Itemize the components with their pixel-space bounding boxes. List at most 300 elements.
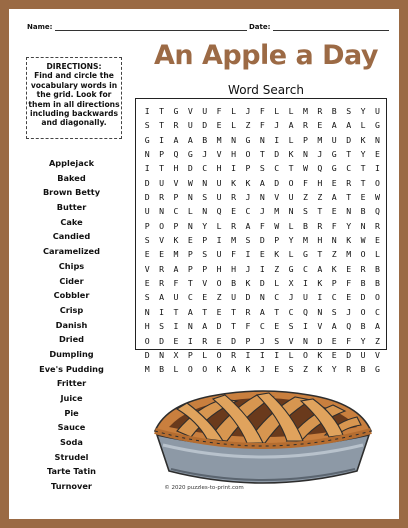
grid-letter[interactable]: Y [288,235,294,246]
grid-letter[interactable]: L [173,364,179,375]
grid-letter[interactable]: T [288,163,294,174]
grid-letter[interactable]: W [303,163,308,174]
grid-letter[interactable]: S [245,235,251,246]
grid-letter[interactable]: M [317,134,323,145]
grid-letter[interactable]: U [331,134,337,145]
grid-letter[interactable]: E [159,249,165,260]
grid-letter[interactable]: J [259,206,265,217]
grid-letter[interactable]: M [346,249,352,260]
grid-letter[interactable]: D [259,235,265,246]
grid-letter[interactable]: R [159,192,165,203]
grid-letter[interactable]: S [202,192,208,203]
grid-letter[interactable]: L [187,206,193,217]
grid-letter[interactable]: J [274,120,280,131]
grid-letter[interactable]: A [245,220,251,231]
grid-letter[interactable]: A [317,263,323,274]
grid-letter[interactable]: Q [346,321,352,332]
grid-letter[interactable]: L [288,349,294,360]
grid-letter[interactable]: B [303,220,308,231]
grid-letter[interactable]: Z [317,192,323,203]
grid-letter[interactable]: T [159,106,165,116]
grid-letter[interactable]: E [216,120,222,131]
grid-letter[interactable]: S [144,292,150,303]
grid-letter[interactable]: M [274,206,280,217]
grid-letter[interactable]: L [288,134,294,145]
grid-letter[interactable]: W [374,192,380,203]
grid-letter[interactable]: V [202,278,208,289]
grid-letter[interactable]: S [288,364,294,375]
grid-letter[interactable]: E [187,235,193,246]
grid-letter[interactable]: A [187,134,193,145]
grid-letter[interactable]: Z [303,364,308,375]
grid-letter[interactable]: A [187,306,193,317]
grid-letter[interactable]: T [259,149,265,160]
grid-letter[interactable]: N [374,134,380,145]
grid-letter[interactable]: I [245,349,251,360]
grid-letter[interactable]: Z [216,292,222,303]
grid-letter[interactable]: P [202,235,208,246]
grid-letter[interactable]: G [288,263,294,274]
grid-letter[interactable]: V [317,321,323,332]
grid-letter[interactable]: Z [274,263,280,274]
grid-letter[interactable]: R [303,120,308,131]
grid-letter[interactable]: G [374,120,380,131]
grid-letter[interactable]: W [274,220,280,231]
grid-letter[interactable]: Y [346,220,352,231]
grid-letter[interactable]: A [288,120,294,131]
grid-letter[interactable]: I [216,235,222,246]
grid-letter[interactable]: E [331,177,337,188]
grid-letter[interactable]: K [331,263,337,274]
grid-letter[interactable]: O [216,349,222,360]
grid-letter[interactable]: K [216,364,222,375]
grid-letter[interactable]: S [274,335,280,346]
grid-letter[interactable]: D [202,120,208,131]
grid-letter[interactable]: U [216,249,222,260]
grid-letter[interactable]: A [331,120,337,131]
grid-letter[interactable]: B [231,278,236,289]
grid-letter[interactable]: A [259,306,265,317]
grid-letter[interactable]: I [303,278,308,289]
grid-letter[interactable]: T [231,321,236,332]
grid-letter[interactable]: L [231,120,236,131]
grid-letter[interactable]: A [374,321,380,332]
grid-letter[interactable]: N [259,292,265,303]
grid-letter[interactable]: V [216,149,222,160]
grid-letter[interactable]: L [360,120,366,131]
grid-letter[interactable]: R [231,220,236,231]
grid-letter[interactable]: R [173,120,179,131]
grid-letter[interactable]: P [187,349,193,360]
grid-letter[interactable]: B [202,134,208,145]
grid-letter[interactable]: A [231,364,236,375]
grid-letter[interactable]: K [173,235,179,246]
grid-letter[interactable]: D [159,335,165,346]
grid-letter[interactable]: O [288,177,294,188]
grid-letter[interactable]: F [173,278,179,289]
grid-letter[interactable]: G [173,106,179,116]
grid-letter[interactable]: J [317,149,323,160]
grid-letter[interactable]: H [231,263,236,274]
grid-letter[interactable]: J [259,364,265,375]
grid-letter[interactable]: E [231,206,236,217]
grid-letter[interactable]: N [317,306,323,317]
grid-letter[interactable]: E [346,263,352,274]
grid-letter[interactable]: T [317,249,323,260]
grid-letter[interactable]: I [187,335,193,346]
grid-letter[interactable]: N [187,192,193,203]
grid-letter[interactable]: Q [173,149,179,160]
grid-letter[interactable]: I [231,163,236,174]
grid-letter[interactable]: U [231,292,236,303]
grid-letter[interactable]: B [374,263,380,274]
grid-letter[interactable]: P [159,149,165,160]
grid-letter[interactable]: X [288,278,294,289]
grid-letter[interactable]: D [317,335,323,346]
grid-letter[interactable]: F [259,120,265,131]
grid-letter[interactable]: Y [202,220,208,231]
grid-letter[interactable]: N [187,321,193,332]
grid-letter[interactable]: O [216,278,222,289]
grid-letter[interactable]: R [317,106,323,116]
grid-letter[interactable]: C [245,206,251,217]
grid-letter[interactable]: N [159,206,165,217]
grid-letter[interactable]: U [303,292,308,303]
grid-letter[interactable]: R [374,220,380,231]
grid-letter[interactable]: Z [374,335,380,346]
grid-letter[interactable]: U [202,106,208,116]
grid-letter[interactable]: B [360,206,366,217]
grid-letter[interactable]: G [245,134,251,145]
grid-letter[interactable]: S [303,206,308,217]
grid-letter[interactable]: M [303,106,308,116]
grid-letter[interactable]: T [187,278,193,289]
grid-letter[interactable]: L [274,278,280,289]
grid-letter[interactable]: L [288,220,294,231]
grid-letter[interactable]: N [144,306,150,317]
grid-letter[interactable]: U [144,206,150,217]
grid-letter[interactable]: T [274,306,280,317]
grid-letter[interactable]: I [374,163,380,174]
grid-letter[interactable]: O [360,249,366,260]
grid-letter[interactable]: R [231,192,236,203]
name-field[interactable] [27,23,247,31]
grid-letter[interactable]: J [259,335,265,346]
grid-letter[interactable]: U [288,192,294,203]
grid-letter[interactable]: K [360,134,366,145]
grid-letter[interactable]: U [374,106,380,116]
grid-letter[interactable]: L [288,106,294,116]
grid-letter[interactable]: P [245,163,251,174]
grid-letter[interactable]: F [259,220,265,231]
grid-letter[interactable]: O [245,149,251,160]
grid-letter[interactable]: N [202,177,208,188]
grid-letter[interactable]: B [360,278,366,289]
grid-letter[interactable]: A [331,192,337,203]
grid-letter[interactable]: K [274,249,280,260]
grid-letter[interactable]: J [346,306,352,317]
grid-letter[interactable]: A [202,321,208,332]
grid-letter[interactable]: I [245,249,251,260]
grid-letter[interactable]: V [173,177,179,188]
grid-letter[interactable]: E [331,349,337,360]
date-field[interactable] [249,23,389,31]
grid-letter[interactable]: D [360,292,366,303]
grid-letter[interactable]: E [317,120,323,131]
grid-letter[interactable]: H [231,149,236,160]
grid-letter[interactable]: I [144,163,150,174]
grid-letter[interactable]: I [274,134,280,145]
grid-letter[interactable]: P [274,235,280,246]
grid-letter[interactable]: N [303,149,308,160]
grid-letter[interactable]: B [360,321,366,332]
grid-letter[interactable]: U [173,292,179,303]
grid-letter[interactable]: R [159,278,165,289]
grid-letter[interactable]: X [173,349,179,360]
grid-letter[interactable]: R [360,263,366,274]
grid-letter[interactable]: M [173,249,179,260]
grid-letter[interactable]: B [374,278,380,289]
grid-letter[interactable]: P [187,263,193,274]
grid-letter[interactable]: G [144,134,150,145]
grid-letter[interactable]: L [202,349,208,360]
grid-letter[interactable]: C [202,163,208,174]
grid-letter[interactable]: P [331,278,337,289]
grid-letter[interactable]: I [259,263,265,274]
grid-letter[interactable]: P [144,220,150,231]
grid-letter[interactable]: E [374,235,380,246]
grid-letter[interactable]: B [159,364,165,375]
grid-letter[interactable]: F [259,106,265,116]
grid-letter[interactable]: Q [317,163,323,174]
grid-letter[interactable]: D [346,134,352,145]
grid-letter[interactable]: T [231,306,236,317]
grid-letter[interactable]: V [187,106,193,116]
grid-letter[interactable]: A [331,321,337,332]
grid-letter[interactable]: E [259,249,265,260]
grid-letter[interactable]: C [274,163,280,174]
grid-letter[interactable]: D [346,349,352,360]
grid-letter[interactable]: F [303,177,308,188]
grid-letter[interactable]: S [202,249,208,260]
grid-letter[interactable]: Q [303,306,308,317]
grid-letter[interactable]: V [274,192,280,203]
grid-letter[interactable]: I [303,321,308,332]
grid-letter[interactable]: K [245,278,251,289]
grid-letter[interactable]: I [274,349,280,360]
grid-letter[interactable]: I [159,134,165,145]
grid-letter[interactable]: O [159,220,165,231]
grid-letter[interactable]: Q [216,206,222,217]
grid-letter[interactable]: H [216,263,222,274]
grid-letter[interactable]: Y [331,364,337,375]
grid-letter[interactable]: D [144,192,150,203]
grid-letter[interactable]: C [331,292,337,303]
grid-letter[interactable]: E [173,335,179,346]
grid-letter[interactable]: I [173,321,179,332]
grid-letter[interactable]: N [259,134,265,145]
grid-letter[interactable]: R [245,306,251,317]
grid-letter[interactable]: E [202,292,208,303]
grid-letter[interactable]: J [245,106,251,116]
grid-letter[interactable]: E [274,364,280,375]
grid-letter[interactable]: E [331,335,337,346]
grid-letter[interactable]: R [231,349,236,360]
grid-letter[interactable]: D [144,349,150,360]
grid-letter[interactable]: D [245,292,251,303]
grid-letter[interactable]: H [317,177,323,188]
grid-letter[interactable]: N [144,149,150,160]
grid-letter[interactable]: L [231,106,236,116]
grid-letter[interactable]: W [360,235,366,246]
grid-letter[interactable]: A [173,134,179,145]
grid-letter[interactable]: D [216,321,222,332]
grid-letter[interactable]: T [202,306,208,317]
grid-letter[interactable]: O [374,292,380,303]
grid-letter[interactable]: P [202,263,208,274]
grid-letter[interactable]: H [216,163,222,174]
grid-letter[interactable]: V [144,263,150,274]
grid-letter[interactable]: G [374,364,380,375]
grid-letter[interactable]: T [159,163,165,174]
grid-letter[interactable]: E [216,335,222,346]
grid-letter[interactable]: I [144,106,150,116]
grid-letter[interactable]: P [187,249,193,260]
grid-letter[interactable]: K [288,149,294,160]
grid-letter[interactable]: L [374,249,380,260]
grid-letter[interactable]: K [231,177,236,188]
grid-letter[interactable]: E [144,278,150,289]
grid-letter[interactable]: U [187,120,193,131]
grid-letter[interactable]: P [245,335,251,346]
grid-letter[interactable]: O [202,364,208,375]
grid-letter[interactable]: C [303,263,308,274]
grid-letter[interactable]: E [360,192,366,203]
grid-letter[interactable]: O [374,177,380,188]
grid-letter[interactable]: J [245,263,251,274]
grid-letter[interactable]: Y [360,335,366,346]
grid-letter[interactable]: L [216,220,222,231]
grid-letter[interactable]: T [346,192,352,203]
grid-letter[interactable]: N [331,235,337,246]
grid-letter[interactable]: N [288,206,294,217]
grid-letter[interactable]: B [331,106,337,116]
grid-letter[interactable]: O [144,335,150,346]
grid-letter[interactable]: G [331,163,337,174]
grid-letter[interactable]: H [173,163,179,174]
grid-letter[interactable]: F [216,106,222,116]
grid-letter[interactable]: C [259,321,265,332]
grid-letter[interactable]: P [173,192,179,203]
grid-letter[interactable]: E [346,292,352,303]
grid-letter[interactable]: T [346,149,352,160]
grid-letter[interactable]: U [159,177,165,188]
grid-letter[interactable]: Y [360,106,366,116]
grid-letter[interactable]: M [216,134,222,145]
grid-letter[interactable]: K [317,364,323,375]
grid-letter[interactable]: K [317,349,323,360]
grid-letter[interactable]: N [360,220,366,231]
grid-letter[interactable]: H [317,235,323,246]
grid-letter[interactable]: G [331,149,337,160]
grid-letter[interactable]: O [187,364,193,375]
grid-letter[interactable]: A [259,177,265,188]
grid-letter[interactable]: C [346,163,352,174]
grid-letter[interactable]: D [259,278,265,289]
grid-letter[interactable]: U [360,349,366,360]
grid-letter[interactable]: F [245,321,251,332]
grid-letter[interactable]: E [331,206,337,217]
grid-letter[interactable]: T [360,177,366,188]
grid-letter[interactable]: S [144,235,150,246]
grid-letter[interactable]: L [288,249,294,260]
grid-letter[interactable]: C [274,292,280,303]
grid-letter[interactable]: K [346,235,352,246]
grid-letter[interactable]: J [288,292,294,303]
grid-letter[interactable]: A [346,120,352,131]
grid-letter[interactable]: N [231,134,236,145]
grid-letter[interactable]: S [144,120,150,131]
grid-letter[interactable]: J [202,149,208,160]
grid-letter[interactable]: E [274,321,280,332]
grid-letter[interactable]: N [159,349,165,360]
grid-letter[interactable]: A [173,263,179,274]
grid-letter[interactable]: Z [331,249,337,260]
grid-letter[interactable]: H [144,321,150,332]
grid-letter[interactable]: U [216,177,222,188]
grid-letter[interactable]: T [173,306,179,317]
grid-letter[interactable]: M [144,364,150,375]
grid-letter[interactable]: E [374,149,380,160]
grid-letter[interactable]: D [144,177,150,188]
grid-letter[interactable]: M [231,235,236,246]
grid-letter[interactable]: F [346,335,352,346]
grid-letter[interactable]: S [346,106,352,116]
grid-letter[interactable]: I [317,292,323,303]
grid-letter[interactable]: K [317,278,323,289]
grid-letter[interactable]: S [159,321,165,332]
grid-letter[interactable]: Z [303,192,308,203]
grid-letter[interactable]: C [187,292,193,303]
grid-letter[interactable]: D [274,177,280,188]
grid-letter[interactable]: F [346,278,352,289]
grid-letter[interactable]: R [202,335,208,346]
grid-letter[interactable]: O [360,306,366,317]
grid-letter[interactable]: K [245,364,251,375]
grid-letter[interactable]: T [159,120,165,131]
grid-letter[interactable]: N [202,206,208,217]
grid-letter[interactable]: V [288,335,294,346]
grid-letter[interactable]: O [303,349,308,360]
grid-letter[interactable]: M [303,235,308,246]
grid-letter[interactable]: B [360,364,366,375]
grid-letter[interactable]: D [231,335,236,346]
grid-letter[interactable]: R [317,220,323,231]
grid-letter[interactable]: T [360,163,366,174]
grid-letter[interactable]: S [259,163,265,174]
grid-letter[interactable]: Q [374,206,380,217]
grid-letter[interactable]: Y [360,149,366,160]
grid-letter[interactable]: U [216,192,222,203]
grid-letter[interactable]: L [274,106,280,116]
grid-letter[interactable]: I [159,306,165,317]
grid-letter[interactable]: C [173,206,179,217]
grid-letter[interactable]: D [187,163,193,174]
grid-letter[interactable]: N [346,206,352,217]
grid-letter[interactable]: R [346,364,352,375]
grid-letter[interactable]: I [259,349,265,360]
grid-letter[interactable]: J [245,192,251,203]
